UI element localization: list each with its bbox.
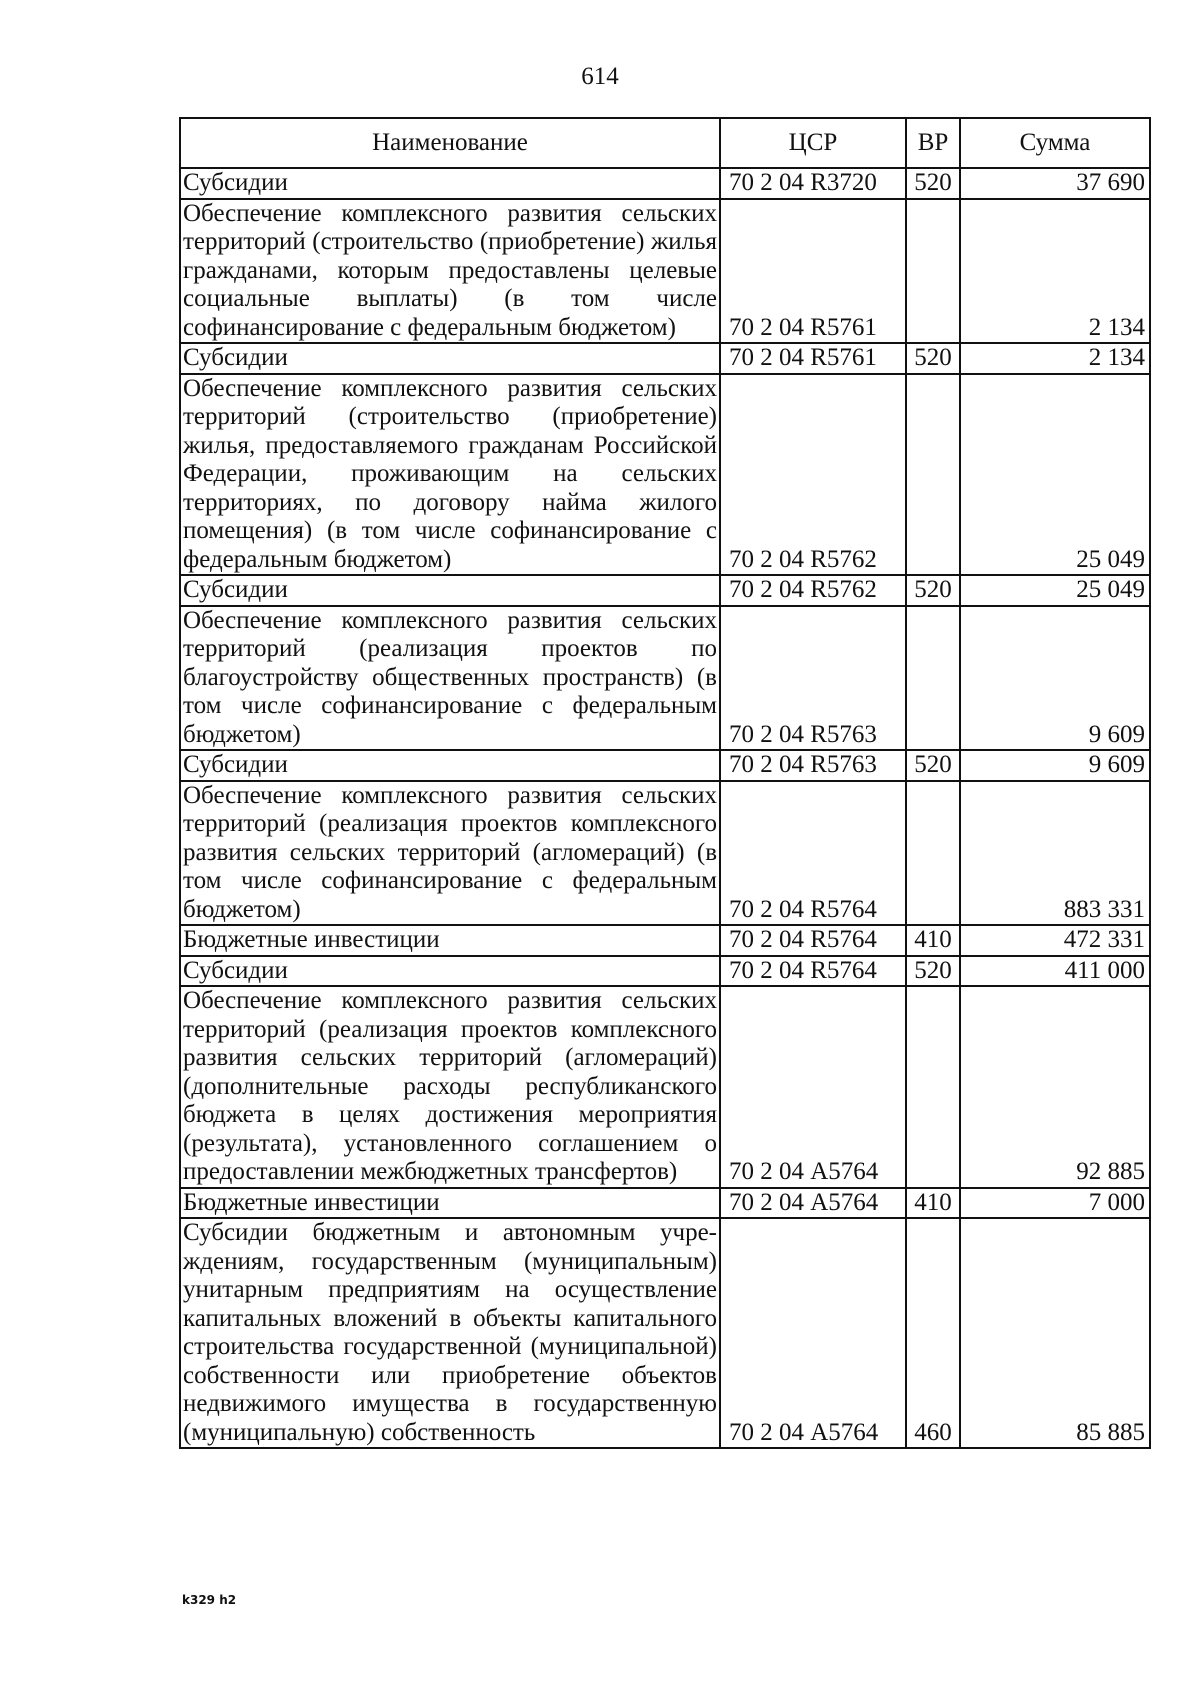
row-sum: 9 609 (960, 606, 1150, 751)
table-row (180, 986, 1150, 1188)
row-name: Обеспечение комплексного развития сельских территорий (строительство (приобретение) жилья, предоставляемого гражданам Российской Федерации, проживающим на сельских территориях, по договору найма жилого помещения) (в том числе софинансирование с федеральным бюджетом) (180, 374, 720, 576)
row-csr: 70 2 04 R5763 (720, 750, 906, 781)
row-sum: 472 331 (960, 925, 1150, 956)
row-name: Субсидии (180, 343, 720, 374)
row-name: Субсидии бюджетным и автономным учреждениям, государственным (муниципальным) унитарным предприятиям на осуществление капитальных вложений в объекты капитального строительства государственной (муниципальной) собственности или приобретение объектов недвижимого имущества в государственную (муниципальную) собственность (180, 1218, 720, 1448)
row-vr (906, 986, 960, 1188)
table-row (180, 956, 1150, 987)
row-name: Обеспечение комплексного развития сельских территорий (реализация проектов комплексного развития сельских территорий (агломераций) (дополнительные расходы республиканского бюджета в целях достижения мероприятия (результата), установленного соглашением о предоставлении межбюджетных трансфертов) (180, 986, 720, 1188)
table-row (180, 168, 1150, 199)
table-row (180, 1218, 1150, 1448)
row-name: Субсидии (180, 575, 720, 606)
row-sum: 92 885 (960, 986, 1150, 1188)
row-sum: 9 609 (960, 750, 1150, 781)
header-name: Наименование (180, 118, 720, 168)
row-name: Обеспечение комплексного развития сельских территорий (реализация проектов комплексного развития сельских территорий (агломераций) (в том числе софинансирование с федеральным бюджетом) (180, 781, 720, 926)
row-name: Субсидии (180, 168, 720, 199)
header-vr: ВР (906, 118, 960, 168)
row-name: Субсидии (180, 956, 720, 987)
row-csr: 70 2 04 R5762 (720, 374, 906, 576)
row-csr: 70 2 04 R5761 (720, 199, 906, 344)
row-name: Субсидии (180, 750, 720, 781)
table-row (180, 781, 1150, 926)
row-sum: 2 134 (960, 199, 1150, 344)
table-row (180, 374, 1150, 576)
row-sum: 411 000 (960, 956, 1150, 987)
row-vr: 520 (906, 575, 960, 606)
budget-table (179, 117, 1151, 1449)
header-row (180, 118, 1150, 168)
row-vr: 520 (906, 750, 960, 781)
row-vr: 460 (906, 1218, 960, 1448)
table-row (180, 575, 1150, 606)
table-row (180, 606, 1150, 751)
row-sum: 85 885 (960, 1218, 1150, 1448)
table-body (180, 168, 1150, 1448)
row-vr: 520 (906, 343, 960, 374)
row-vr (906, 606, 960, 751)
row-name: Бюджетные инвестиции (180, 925, 720, 956)
row-csr: 70 2 04 А5764 (720, 1218, 906, 1448)
table-row (180, 750, 1150, 781)
row-vr: 410 (906, 925, 960, 956)
table-row (180, 925, 1150, 956)
header-csr: ЦСР (720, 118, 906, 168)
row-csr: 70 2 04 R5764 (720, 925, 906, 956)
row-csr: 70 2 04 R5763 (720, 606, 906, 751)
row-sum: 883 331 (960, 781, 1150, 926)
row-sum: 37 690 (960, 168, 1150, 199)
table-row (180, 1188, 1150, 1219)
row-vr: 520 (906, 956, 960, 987)
row-csr: 70 2 04 R5764 (720, 956, 906, 987)
header-sum: Сумма (960, 118, 1150, 168)
row-csr: 70 2 04 R3720 (720, 168, 906, 199)
row-sum: 7 000 (960, 1188, 1150, 1219)
row-vr (906, 781, 960, 926)
row-sum: 25 049 (960, 374, 1150, 576)
row-csr: 70 2 04 А5764 (720, 986, 906, 1188)
row-vr (906, 374, 960, 576)
row-name: Обеспечение комплексного развития сельских территорий (реализация проектов по благоустройству общественных пространств) (в том числе софинансирование с федеральным бюджетом) (180, 606, 720, 751)
table-row (180, 343, 1150, 374)
row-sum: 2 134 (960, 343, 1150, 374)
row-vr: 520 (906, 168, 960, 199)
page-number: 614 (581, 63, 619, 90)
table-header (180, 118, 1150, 168)
row-sum: 25 049 (960, 575, 1150, 606)
row-vr (906, 199, 960, 344)
row-name: Обеспечение комплексного развития сельских территорий (строительство (приобретение) жилья гражданами, которым предоставлены целевые социальные выплаты) (в том числе софинансирование с федеральным бюджетом) (180, 199, 720, 344)
footer-code: k329 h2 (182, 1593, 237, 1607)
row-vr: 410 (906, 1188, 960, 1219)
row-csr: 70 2 04 R5761 (720, 343, 906, 374)
row-csr: 70 2 04 R5762 (720, 575, 906, 606)
table-row (180, 199, 1150, 344)
row-name: Бюджетные инвестиции (180, 1188, 720, 1219)
row-csr: 70 2 04 А5764 (720, 1188, 906, 1219)
row-csr: 70 2 04 R5764 (720, 781, 906, 926)
